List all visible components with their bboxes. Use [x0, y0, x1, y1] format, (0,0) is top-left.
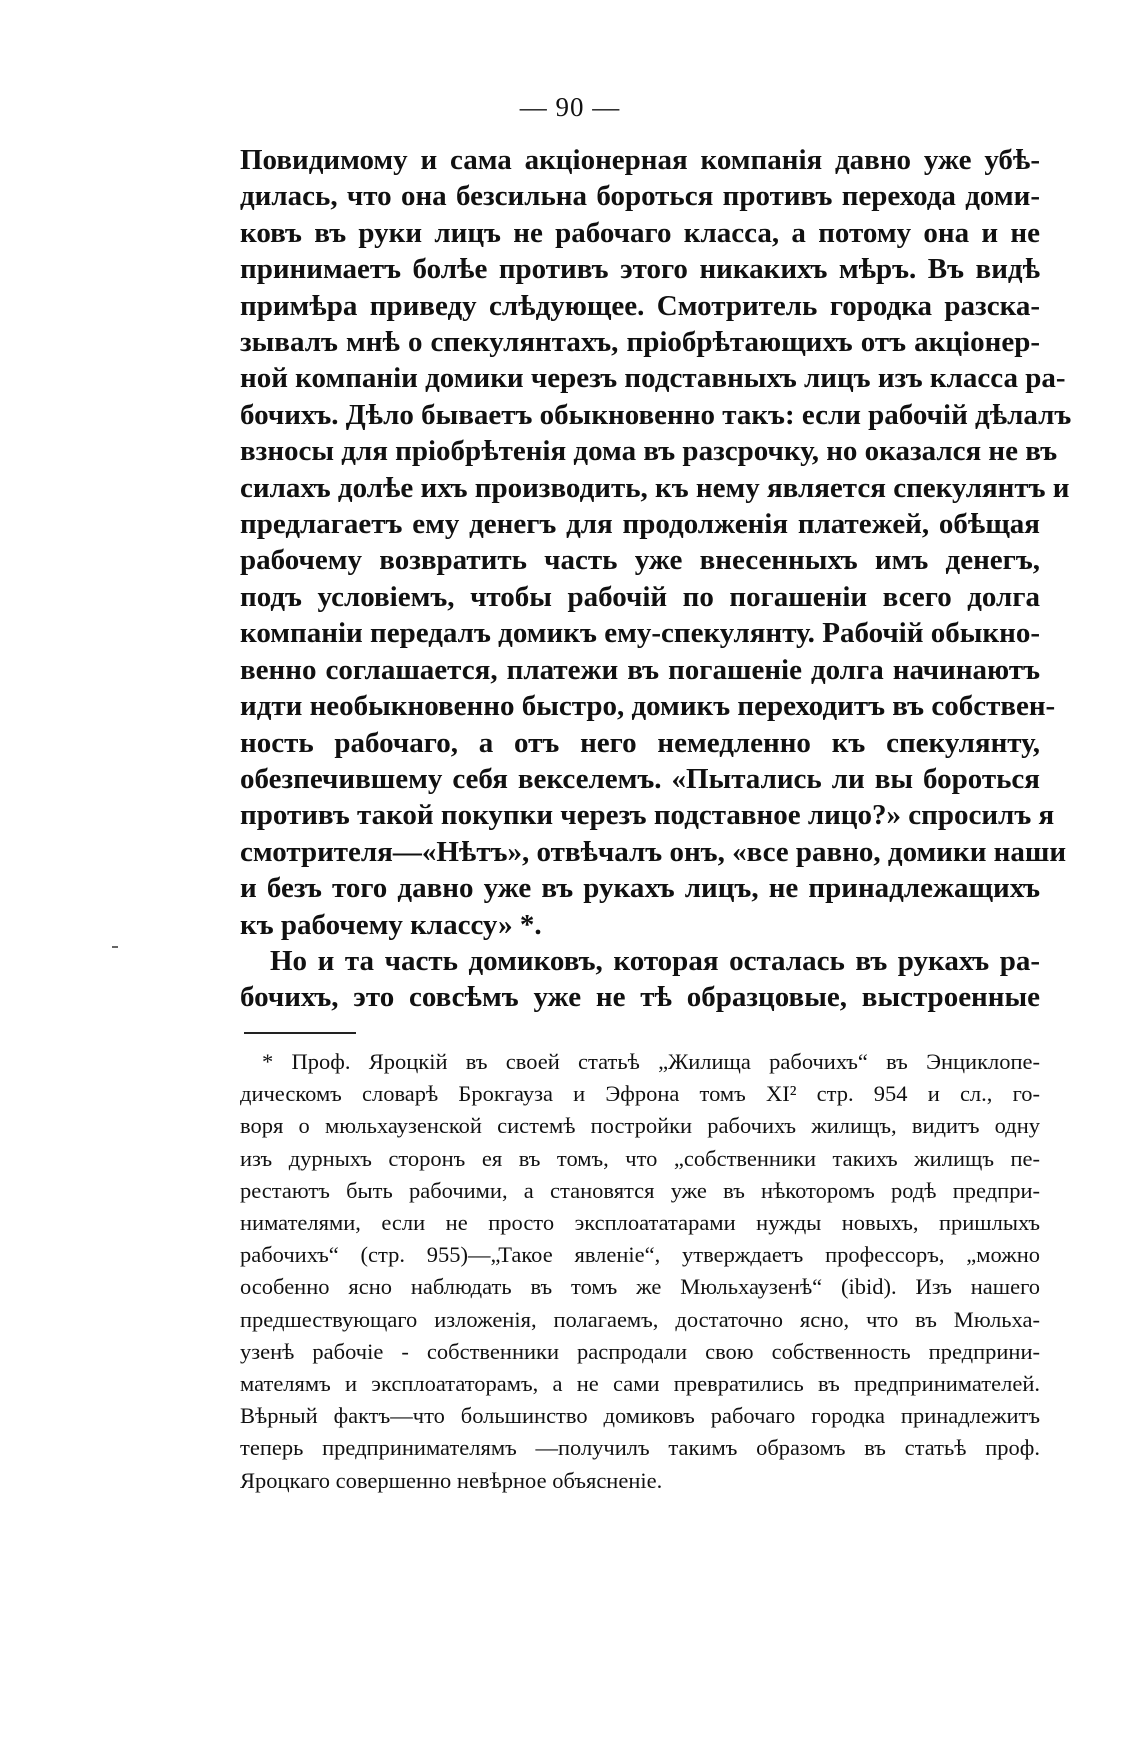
text-line: дилась, что она безсильна бороться противъ перехода доми- [240, 180, 1040, 213]
text-line: примѣра приведу слѣдующее. Смотритель городка разска- [240, 289, 1040, 322]
footnote-line: рестаютъ быть рабочими, а становятся уже въ нѣкоторомъ родѣ предпри- [240, 1177, 1040, 1203]
text-line: Повидимому и сама акціонерная компанія давно уже убѣ- [240, 144, 1040, 176]
footnote-line: изъ дурныхъ сторонъ ея въ томъ, что „собственники такихъ жилищъ пе- [240, 1145, 1040, 1171]
text-line: предлагаетъ ему денегъ для продолженія платежей, обѣщая [240, 508, 1040, 541]
text-line: ковъ въ руки лицъ не рабочаго класса, а потому она и не [240, 216, 1040, 249]
text-line: противъ такой покупки черезъ подставное лицо?» спросилъ я [240, 799, 1055, 832]
text-line: компаніи передалъ домикъ ему-спекулянту. Рабочій обыкно- [240, 617, 1040, 650]
text-line: принимаетъ болѣе противъ этого никакихъ мѣръ. Въ видѣ [240, 253, 1040, 286]
text-line: ность рабочаго, а отъ него немедленно къ спекулянту, [240, 726, 1040, 759]
footnote-line: теперь предпринимателямъ —получилъ такимъ образомъ въ статьѣ проф. [240, 1435, 1040, 1461]
text-line: обезпечившему себя векселемъ. «Пытались ли вы бороться [240, 762, 1040, 795]
footnote-line: рабочихъ“ (стр. 955)—„Такое явленіе“, утверждаетъ профессоръ, „можно [240, 1242, 1040, 1268]
footnote-line: Яроцкаго совершенно невѣрное объясненіе. [240, 1467, 663, 1493]
footnote [240, 1046, 1040, 1497]
footnote-divider [244, 1032, 356, 1034]
text-line: силахъ долѣе ихъ производить, къ нему является спекулянтъ и [240, 471, 1070, 504]
text-line: смотрителя—«Нѣтъ», отвѣчалъ онъ, «все равно, домики наши [240, 835, 1067, 868]
footnote-line: дическомъ словарѣ Брокгауза и Эфрона томъ XI² стр. 954 и сл., го- [240, 1081, 1040, 1107]
footnote-line: * Проф. Яроцкій въ своей статьѣ „Жилища рабочихъ“ въ Энциклопе- [262, 1049, 1040, 1074]
text-line: Но и та часть домиковъ, которая осталась въ рукахъ ра- [270, 944, 1040, 977]
main-text [240, 142, 1072, 1016]
footnote-line: предшествующаго изложенія, полагаемъ, достаточно ясно, что въ Мюльха- [240, 1306, 1040, 1332]
text-line: рабочему возвратить часть уже внесенныхъ имъ денегъ, [240, 544, 1040, 577]
footnote-line: мателямъ и эксплоататорамъ, а не сами превратились въ предпринимателей. [240, 1371, 1040, 1397]
margin-mark [112, 946, 118, 948]
text-line: къ рабочему классу» *. [240, 908, 542, 941]
text-line: бочихъ. Дѣло бываетъ обыкновенно такъ: если рабочій дѣлалъ [240, 398, 1072, 431]
footnote-line: узенѣ рабочіе - собственники распродали свою собственность предприни- [240, 1338, 1040, 1364]
text-line: ной компаніи домики черезъ подставныхъ лицъ изъ класса ра- [240, 362, 1066, 395]
footnote-line: особенно ясно наблюдать въ томъ же Мюльхаузенѣ“ (ibid). Изъ нашего [240, 1274, 1040, 1300]
footnote-line: нимателями, если не просто эксплоататарами нужды новыхъ, пришлыхъ [240, 1210, 1040, 1236]
text-line: бочихъ, это совсѣмъ уже не тѣ образцовые, выстроенные [240, 981, 1040, 1014]
text-line: подъ условіемъ, чтобы рабочій по погашеніи всего долга [240, 580, 1040, 613]
text-line: идти необыкновенно быстро, домикъ переходитъ въ собствен- [240, 690, 1056, 723]
footnote-line: воря о мюльхаузенской системѣ постройки рабочихъ жилищъ, видитъ одну [240, 1113, 1040, 1139]
text-line: зывалъ мнѣ о спекулянтахъ, пріобрѣтающихъ отъ акціонер- [240, 326, 1040, 359]
text-line: взносы для пріобрѣтенія дома въ разсрочку, но оказался не въ [240, 435, 1058, 468]
page-number: — 90 — [519, 92, 621, 122]
text-line: венно соглашается, платежи въ погашеніе долга начинаютъ [240, 653, 1040, 686]
text-line: и безъ того давно уже въ рукахъ лицъ, не принадлежащихъ [240, 872, 1040, 905]
footnote-line: Вѣрный фактъ—что большинство домиковъ рабочаго городка принадлежитъ [240, 1403, 1040, 1429]
